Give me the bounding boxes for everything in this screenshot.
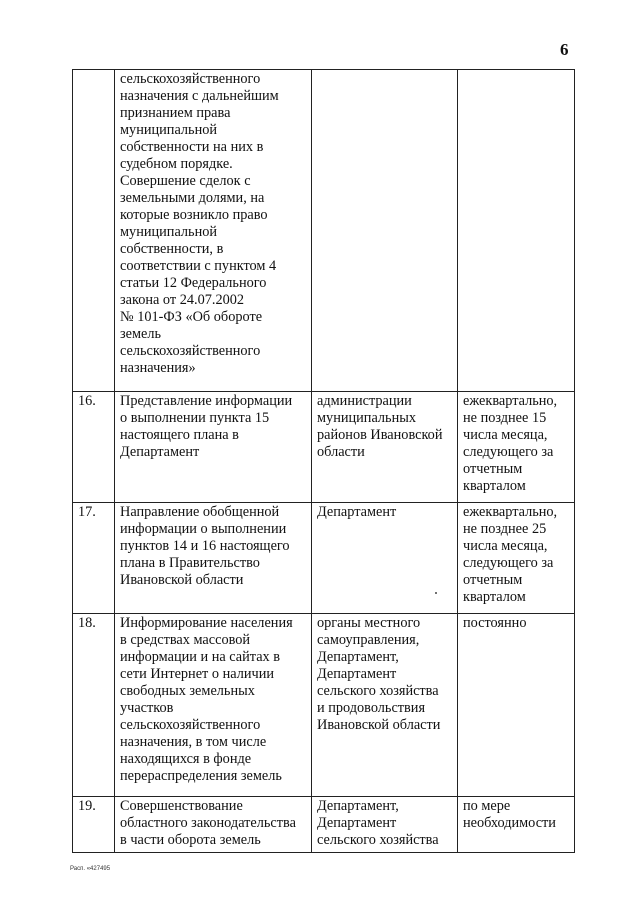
executor-line: сельского хозяйства (317, 683, 439, 699)
term-line: не позднее 25 (463, 521, 547, 537)
scan-speck (435, 592, 437, 594)
plan-table-body (73, 70, 575, 853)
task-line: информации о выполнении (120, 521, 287, 537)
executor-line: Департамент, (317, 798, 399, 814)
term-line: следующего за (463, 555, 554, 571)
executor-line: муниципальных (317, 410, 416, 426)
task-line: сельскохозяйственного (120, 71, 261, 87)
term-cell (458, 503, 575, 614)
executor-line: самоуправления, (317, 632, 420, 648)
executor-cell (312, 614, 458, 797)
table-row-continuation (73, 70, 575, 392)
task-cell (115, 797, 312, 853)
task-line: свободных земельных (120, 683, 255, 699)
task-line: плана в Правительство (120, 555, 260, 571)
executor-cell (312, 503, 458, 614)
executor-line: районов Ивановской (317, 427, 443, 443)
term-line: постоянно (463, 615, 527, 631)
row-number-cell: 19. (73, 797, 115, 853)
executor-line: администрации (317, 393, 412, 409)
task-line: № 101-ФЗ «Об обороте (120, 309, 263, 325)
term-line: ежеквартально, (463, 504, 558, 520)
task-line: Совершенствование (120, 798, 243, 814)
executor-line: и продовольствия (317, 700, 426, 716)
term-line: кварталом (463, 589, 526, 605)
task-line: назначения» (120, 360, 196, 376)
executor-line: Департамент (317, 815, 397, 831)
plan-table (72, 69, 575, 853)
task-line: судебном порядке. (120, 156, 233, 172)
task-line: Направление обобщенной (120, 504, 280, 520)
task-line: находящихся в фонде (120, 751, 252, 767)
term-cell (458, 797, 575, 853)
task-line: сельскохозяйственного (120, 343, 261, 359)
executor-cell (312, 392, 458, 503)
term-line: отчетным (463, 461, 523, 477)
table-row-16 (73, 392, 575, 503)
task-line: собственности, в (120, 241, 224, 257)
executor-line: органы местного (317, 615, 421, 631)
term-line: ежеквартально, (463, 393, 558, 409)
task-line: сельскохозяйственного (120, 717, 261, 733)
table-row-17 (73, 503, 575, 614)
task-line: Информирование населения (120, 615, 293, 631)
term-line: числа месяца, (463, 538, 548, 554)
task-line: участков (120, 700, 174, 716)
task-line: Департамент (120, 444, 200, 460)
task-line: в части оборота земель (120, 832, 261, 848)
executor-line: Департамент (317, 504, 397, 520)
task-line: признанием права (120, 105, 231, 121)
term-line: отчетным (463, 572, 523, 588)
executor-line: сельского хозяйства (317, 832, 439, 848)
task-line: закона от 24.07.2002 (120, 292, 245, 308)
row-number-cell: 18. (73, 614, 115, 797)
executor-cell (312, 797, 458, 853)
task-line: назначения с дальнейшим (120, 88, 279, 104)
task-line: назначения, в том числе (120, 734, 267, 750)
task-line: которые возникло право (120, 207, 268, 223)
task-cell (115, 614, 312, 797)
executor-cell (312, 70, 458, 392)
task-line: земельными долями, на (120, 190, 265, 206)
task-line: Ивановской области (120, 572, 244, 588)
task-line: информации и на сайтах в (120, 649, 281, 665)
task-line: сети Интернет о наличии (120, 666, 274, 682)
page-number: 6 (560, 40, 569, 59)
row-number-cell: 16. (73, 392, 115, 503)
term-line: не позднее 15 (463, 410, 547, 426)
task-cell (115, 392, 312, 503)
task-line: статьи 12 Федерального (120, 275, 267, 291)
executor-line: Департамент, (317, 649, 399, 665)
task-line: в средствах массовой (120, 632, 251, 648)
task-line: собственности на них в (120, 139, 264, 155)
task-line: настоящего плана в (120, 427, 239, 443)
table-row-18 (73, 614, 575, 797)
term-cell (458, 392, 575, 503)
task-line: соответствии с пунктом 4 (120, 258, 277, 274)
task-line: Совершение сделок с (120, 173, 251, 189)
task-cell (115, 503, 312, 614)
task-cell (115, 70, 312, 392)
term-cell (458, 614, 575, 797)
footer-code: Расп. «427495 (70, 866, 111, 872)
task-line: о выполнении пункта 15 (120, 410, 270, 426)
task-line: перераспределения земель (120, 768, 282, 784)
task-line: областного законодательства (120, 815, 296, 831)
row-number-cell (73, 70, 115, 392)
task-line: пунктов 14 и 16 настоящего (120, 538, 290, 554)
term-line: следующего за (463, 444, 554, 460)
table-row-19 (73, 797, 575, 853)
term-line: по мере (463, 798, 511, 814)
task-line: муниципальной (120, 122, 218, 138)
executor-line: Ивановской области (317, 717, 441, 733)
executor-line: Департамент (317, 666, 397, 682)
row-number-cell: 17. (73, 503, 115, 614)
term-cell (458, 70, 575, 392)
executor-line: области (317, 444, 365, 460)
term-line: числа месяца, (463, 427, 548, 443)
task-line: муниципальной (120, 224, 218, 240)
task-line: Представление информации (120, 393, 293, 409)
task-line: земель (120, 326, 162, 342)
term-line: кварталом (463, 478, 526, 494)
term-line: необходимости (463, 815, 556, 831)
